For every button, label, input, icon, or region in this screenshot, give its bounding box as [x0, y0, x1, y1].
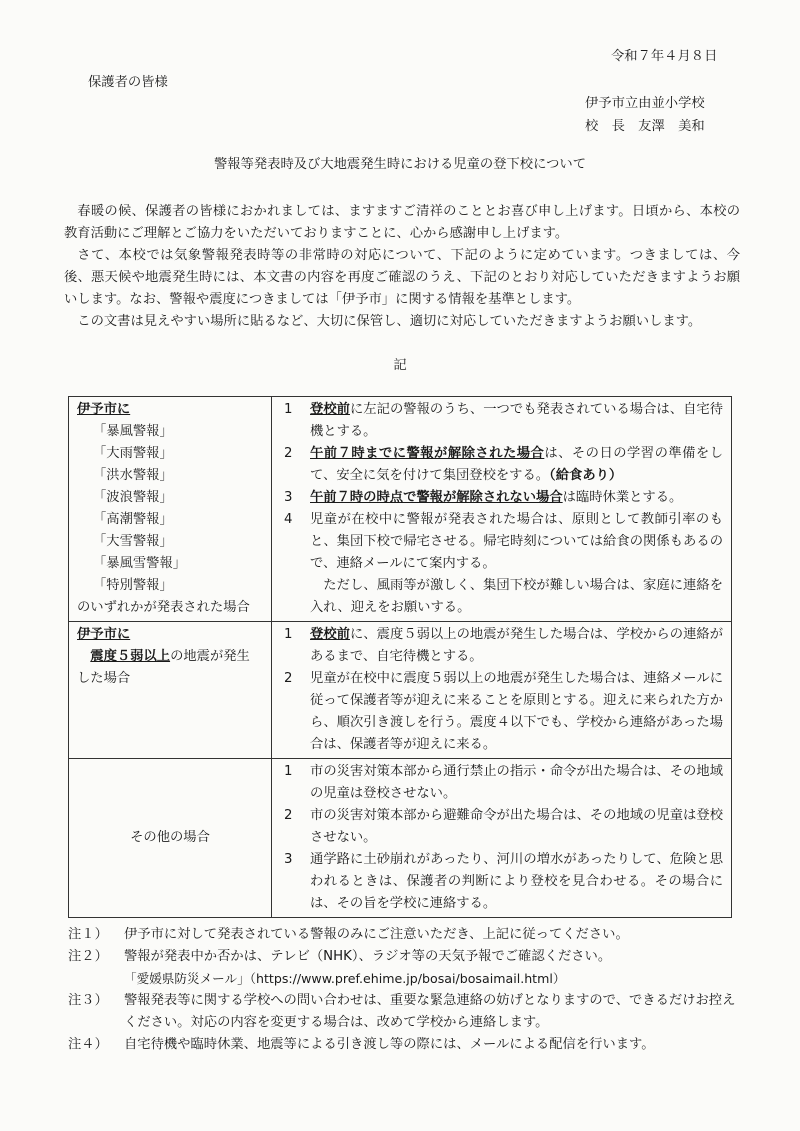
- action-item: [280, 761, 723, 805]
- note-label: 注１）: [68, 927, 108, 942]
- item-text: 市の災害対策本部から通行禁止の指示・命令が出た場合は、その地域の児童は登校させない。: [310, 764, 723, 801]
- quake-row: [69, 622, 732, 759]
- intro-paragraph: 春暖の候、保護者の皆様におかれましては、ますますご清祥のこととお喜び申し上げます。日頃から、本校の教育活動にご理解とご協力をいただいておりますことに、心から感謝申し上げます。: [64, 204, 740, 241]
- item-text: 通学路に土砂崩れがあったり、河川の増水があったりして、危険と思われるときは、保護者の判断により登校を見合わせる。その場合には、その旨を学校に連絡する。: [310, 852, 723, 911]
- item-emphasis: 登校前: [310, 402, 350, 417]
- note-text: 伊予市に対して発表されている警報のみにご注意いただき、上記に従ってください。: [124, 927, 629, 942]
- intro-paragraph: さて、本校では気象警報発表時等の非常時の対応について、下記のように定めています。つきましては、今後、悪天候や地震発生時には、本文書の内容を再度ご確認のうえ、下記のとおり対応していただきますようお願いします。なお、警報や震度につきましては「伊予市」に関する情報を基準とします。: [64, 248, 740, 307]
- action-item: [280, 668, 723, 756]
- note-label: 注４）: [68, 1037, 108, 1052]
- item-text: は、その日の学習の準備をして、安全に気を付けて集団登校をする。: [310, 446, 724, 483]
- item-number: 2: [284, 446, 293, 461]
- document-title: 警報等発表時及び大地震発生時における児童の登下校について: [213, 157, 587, 172]
- quake-condition-text: の地震が発生した場合: [77, 649, 250, 686]
- item-number: 1: [284, 764, 293, 779]
- bosai-mail-link[interactable]: 「愛媛県防災メール」（https://www.pref.ehime.jp/bosai/bosaimail.html）: [124, 971, 566, 986]
- quake-actions: [272, 622, 732, 759]
- action-item: [280, 849, 723, 915]
- note-4: [68, 1034, 748, 1056]
- action-item: [280, 805, 723, 849]
- quake-condition-head: 伊予市に: [77, 627, 131, 642]
- warning-row: [69, 397, 732, 622]
- other-condition: その他の場合: [69, 759, 272, 918]
- intro-paragraph: この文書は見えやすい場所に貼るなど、大切に保管し、適切に対応していただきますようお願いします。: [77, 314, 702, 329]
- action-item: [280, 399, 723, 443]
- intro-text: [64, 201, 740, 333]
- quake-condition: [69, 622, 272, 759]
- item-number: 1: [284, 402, 293, 417]
- item-text: に左記の警報のうち、一つでも発表されている場合は、自宅待機とする。: [310, 402, 724, 439]
- warning-condition: [69, 397, 272, 622]
- warning-condition-tail: のいずれかが発表された場合: [77, 600, 250, 615]
- issue-date: 令和７年４月８日: [611, 49, 718, 64]
- warning-actions: [272, 397, 732, 622]
- action-item: [280, 624, 723, 668]
- note-text: 警報発表等に関する学校への問い合わせは、重要な緊急連絡の妨げとなりますので、できるだけお控えください。対応の内容を変更する場合は、改めて学校から連絡します。: [124, 993, 736, 1030]
- warning-condition-head: 伊予市に: [77, 402, 131, 417]
- note-1: [68, 924, 748, 946]
- warning-type: 「高潮警報」: [93, 512, 173, 527]
- warning-type: 「波浪警報」: [93, 490, 173, 505]
- item-number: 3: [284, 852, 293, 867]
- warning-type: 「特別警報」: [93, 578, 173, 593]
- item-text: は臨時休業とする。: [562, 490, 683, 505]
- item-emphasis: 午前７時の時点で警報が解除されない場合: [310, 490, 563, 505]
- item-emphasis: 午前７時までに警報が解除された場合: [310, 446, 545, 461]
- warning-type: 「大雪警報」: [93, 534, 173, 549]
- item-number: 2: [284, 808, 293, 823]
- item-text: 児童が在校中に警報が発表された場合は、原則として教師引率のもと、集団下校で帰宅させる。帰宅時刻については給食の関係もあるので、連絡メールにて案内する。: [310, 512, 723, 571]
- note-2: [68, 946, 748, 968]
- item-emphasis: 登校前: [310, 627, 350, 642]
- note-text: 自宅待機や臨時休業、地震等による引き渡し等の際には、メールによる配信を行います。: [124, 1037, 655, 1052]
- action-item: [280, 443, 723, 487]
- warning-type: 「洪水警報」: [93, 468, 173, 483]
- item-text: 市の災害対策本部から避難命令が出た場合は、その地域の児童は登校させない。: [310, 808, 723, 845]
- item-number: 1: [284, 627, 293, 642]
- note-text: 警報が発表中か否かは、テレビ（NHK）、ラジオ等の天気予報でご確認ください。: [124, 949, 612, 964]
- warning-type: 「大雨警報」: [93, 446, 173, 461]
- note-label: 注３）: [68, 993, 108, 1008]
- note-3: [68, 990, 748, 1034]
- action-item: [280, 509, 723, 575]
- school-name: 伊予市立由並小学校: [585, 96, 705, 111]
- ki-heading: 記: [393, 358, 407, 373]
- note-label: 注２）: [68, 949, 108, 964]
- principal-name: 校 長 友澤 美和: [585, 119, 705, 134]
- notes: [68, 924, 748, 1056]
- item-number: 4: [284, 512, 293, 527]
- action-extra-note: ただし、風雨等が激しく、集団下校が難しい場合は、家庭に連絡を入れ、迎えをお願いする。: [310, 578, 723, 615]
- warning-type: 「暴風雪警報」: [93, 556, 187, 571]
- warning-type: 「暴風警報」: [93, 424, 173, 439]
- quake-intensity: 震度５弱以上: [90, 649, 171, 664]
- response-table: [68, 396, 732, 918]
- item-text: 児童が在校中に震度５弱以上の地震が発生した場合は、連絡メールに従って保護者等が迎えに来ることを原則とする。迎えに来られた方から、順次引き渡しを行う。震度４以下でも、学校から連絡があった場合は、保護者等が迎えに来る。: [310, 671, 723, 752]
- other-row: [69, 759, 732, 918]
- item-number: 2: [284, 671, 293, 686]
- addressee: 保護者の皆様: [88, 75, 168, 90]
- lunch-note: （給食あり）: [549, 468, 623, 483]
- other-actions: [272, 759, 732, 918]
- item-text: に、震度５弱以上の地震が発生した場合は、学校からの連絡があるまで、自宅待機とする。: [310, 627, 724, 664]
- item-number: 3: [284, 490, 293, 505]
- action-item: [280, 487, 723, 509]
